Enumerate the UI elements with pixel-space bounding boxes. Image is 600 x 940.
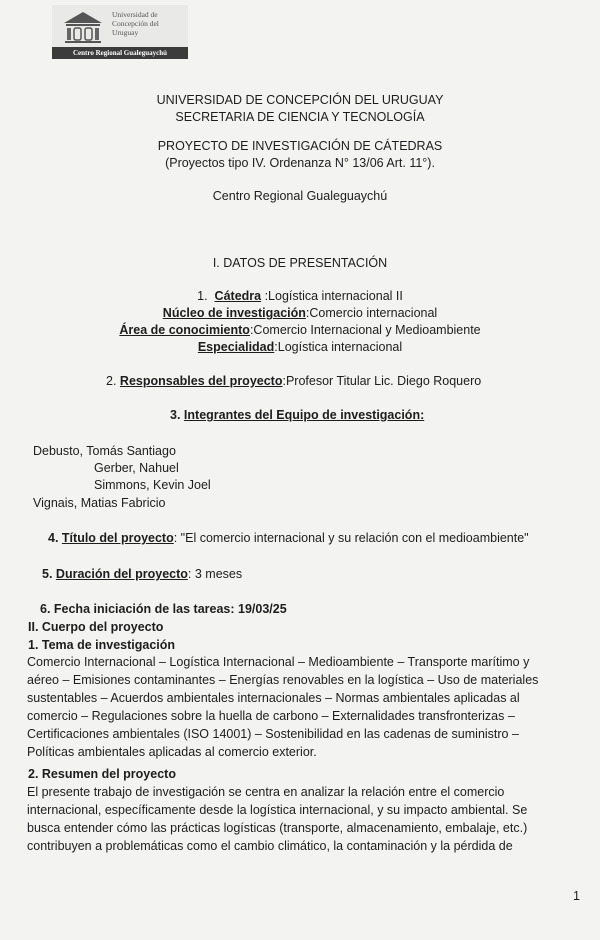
logo-line: Universidad de (112, 10, 158, 19)
especialidad-line (0, 340, 600, 354)
section-title: II. Cuerpo del proyecto (28, 620, 164, 634)
paragraph-line: El presente trabajo de investigación se centra en analizar la relación entre el comercio (27, 785, 505, 799)
tema-paragraph (27, 653, 575, 761)
item-number: 5. (42, 567, 53, 581)
page-number: 1 (573, 889, 580, 903)
paragraph-line: aéreo – Emisiones contaminantes – Energías renovables en la logística – Uso de materiales (27, 673, 539, 687)
item-number: 2. (106, 374, 117, 388)
duracion-value: : 3 meses (187, 567, 243, 581)
paragraph-line: busca entender cómo las prácticas logísticas (transporte, almacenamiento, embalaje, etc.) (27, 821, 528, 835)
logo-line: Uruguay (112, 28, 139, 37)
university-name: UNIVERSIDAD DE CONCEPCIÓN DEL URUGUAY (156, 93, 444, 107)
center-name: Centro Regional Gualeguaychú (212, 189, 388, 203)
paragraph-line: sustentables – Acuerdos ambientales internacionales – Normas ambientales aplicadas al (27, 691, 520, 705)
paragraph-line: comercio – Regulaciones sobre la huella de carbono – Externalidades transfronterizas – (27, 709, 515, 723)
logo-band: Centro Regional Gualeguaychú (52, 47, 188, 59)
member-name: Debusto, Tomás Santiago (33, 444, 176, 458)
section-title: I. DATOS DE PRESENTACIÓN (212, 256, 388, 270)
resumen-title: 2. Resumen del proyecto (28, 767, 176, 781)
responsables-label: Responsables del proyecto (119, 374, 283, 388)
nucleo-label: Núcleo de investigación (162, 306, 306, 320)
item-number: 3. (170, 408, 181, 422)
area-line (0, 323, 600, 337)
responsables-line (106, 374, 481, 388)
catedra-line (0, 289, 600, 303)
university-logo (52, 5, 188, 59)
titulo-label: Título del proyecto (61, 531, 174, 545)
resumen-paragraph (27, 783, 575, 855)
catedra-label: Cátedra (214, 289, 262, 303)
especialidad-value: :Logística internacional (274, 340, 403, 354)
project-type: PROYECTO DE INVESTIGACIÓN DE CÁTEDRAS (157, 139, 443, 153)
member-name: Vignais, Matias Fabricio (33, 496, 166, 510)
item-number: 4. (48, 531, 59, 545)
tema-title: 1. Tema de investigación (28, 638, 176, 652)
paragraph-line: Certificaciones ambientales (ISO 14001) – Sostenibilidad en las cadenas de suministro – (27, 727, 519, 741)
logo-text (112, 10, 186, 37)
duracion-line (42, 567, 242, 581)
nucleo-line (0, 306, 600, 320)
fecha-line: 6. Fecha iniciación de las tareas: 19/03/25 (40, 602, 287, 616)
ordinance: (Proyectos tipo IV. Ordenanza N° 13/06 Art. 11°). (165, 156, 435, 170)
catedra-value: :Logística internacional II (261, 289, 403, 303)
paragraph-line: contribuyen a problemáticas como el cambio climático, la contaminación y la pérdida de (27, 839, 513, 853)
university-emblem-icon (60, 9, 106, 47)
integrantes-label: Integrantes del Equipo de investigación: (183, 408, 425, 422)
secretaria-name: SECRETARIA DE CIENCIA Y TECNOLOGÍA (175, 110, 425, 124)
nucleo-value: :Comercio internacional (305, 306, 438, 320)
titulo-value: : "El comercio internacional y su relación con el medioambiente" (173, 531, 529, 545)
item-number: 1. (197, 289, 208, 303)
integrantes-line (170, 408, 424, 422)
paragraph-line: internacional, específicamente desde la logística internacional, y su impacto ambiental. Se (27, 803, 528, 817)
responsables-value: :Profesor Titular Lic. Diego Roquero (282, 374, 482, 388)
titulo-line (48, 531, 529, 545)
paragraph-line: Políticas ambientales aplicadas al comercio exterior. (27, 745, 317, 759)
member-name: Gerber, Nahuel (94, 461, 179, 475)
area-label: Área de conocimiento (119, 323, 250, 337)
especialidad-label: Especialidad (197, 340, 275, 354)
area-value: :Comercio Internacional y Medioambiente (249, 323, 481, 337)
paragraph-line: Comercio Internacional – Logística Internacional – Medioambiente – Transporte marítimo y (27, 655, 530, 669)
logo-line: Concepción del (112, 19, 159, 28)
member-name: Simmons, Kevin Joel (94, 478, 211, 492)
duracion-label: Duración del proyecto (55, 567, 188, 581)
